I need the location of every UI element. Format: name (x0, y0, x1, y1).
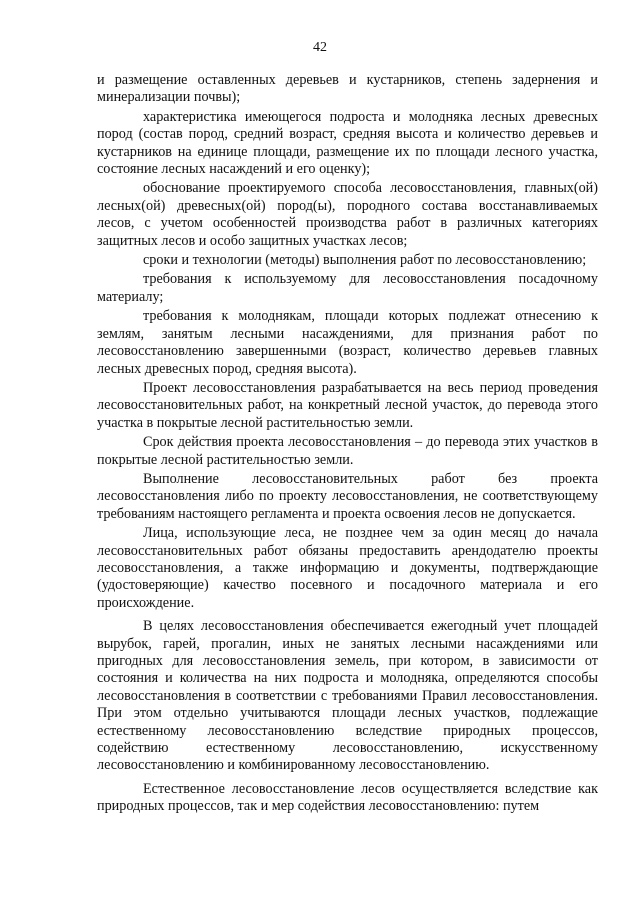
paragraph-work-without-project: Выполнение лесовосстановительных работ без проекта лесовосстановления либо по проекту лесовосстановления, не соответствующему требованиям настоящего регламента и проекта освоения лесов не допускается. (97, 470, 598, 522)
paragraph-terms-technologies: сроки и технологии (методы) выполнения работ по лесовосстановлению; (143, 252, 587, 269)
paragraph-project-validity: Срок действия проекта лесовосстановления – до перевода этих участков в покрытые лесной растительностью земли. (97, 434, 598, 468)
paragraph-project-development: Проект лесовосстановления разрабатывается на весь период проведения лесовосстановительных работ, на конкретный лесной участок, до перевода этого участка в покрытые лесной растительностью земли. (97, 379, 598, 431)
document-body (97, 72, 598, 816)
page-number: 42 (313, 40, 327, 55)
paragraph-continuation: и размещение оставленных деревьев и кустарников, степень задернения и минерализации почвы); (97, 72, 598, 106)
paragraph-natural-regeneration: Естественное лесовосстановление лесов осуществляется вследствие как природных процессов, так и мер содействия лесовосстановлению: путем (97, 780, 598, 815)
paragraph-forest-users-obligations: Лица, использующие леса, не позднее чем за один месяц до начала лесовосстановительных работ обязаны предоставить арендодателю проекты лесовосстановления, а также информацию и документы, подтверждающие (удостоверяющие) качество посевного и посадочного материала и его происхождение. (97, 525, 598, 611)
paragraph-planting-material-requirements: требования к используемому для лесовосстановления посадочному материалу; (97, 271, 598, 305)
paragraph-young-stand-requirements: требования к молоднякам, площади которых подлежат отнесению к землям, занятым лесными насаждениями, для признания работ по лесовосстановлению завершенными (возраст, количество деревьев главных лесных древесных пород, средняя высота). (97, 308, 598, 377)
paragraph-annual-accounting: В целях лесовосстановления обеспечивается ежегодный учет площадей вырубок, гарей, прогалин, иных не занятых лесными насаждениями или пригодных для лесовосстановления земель, при котором, в зависимости от состояния и количества на них подроста и молодняка, определяются способы лесовосстановления в соответствии с требованиями Правил лесовосстановления. При этом отдельно учитываются площади лесных участков, подлежащие естественному лесовосстановлению вследствие природных процессов, содействию естественному лесовосстановлению, искусственному лесовосстановлению и комбинированному лесовосстановлению. (97, 618, 598, 774)
paragraph-method-justification: обоснование проектируемого способа лесовосстановления, главных(ой) лесных(ой) древесных(ой) пород(ы), породного состава восстанавливаемых лесов, с учетом особенностей производства работ в различных категориях защитных лесов и особо защитных участках лесов; (97, 180, 598, 249)
paragraph-undergrowth-characteristics: характеристика имеющегося подроста и молодняка лесных древесных пород (состав пород, средний возраст, средняя высота и количество деревьев и кустарников на единице площади, размещение их по площади лесного участка, состояние лесных насаждений и его оценку); (97, 108, 598, 178)
